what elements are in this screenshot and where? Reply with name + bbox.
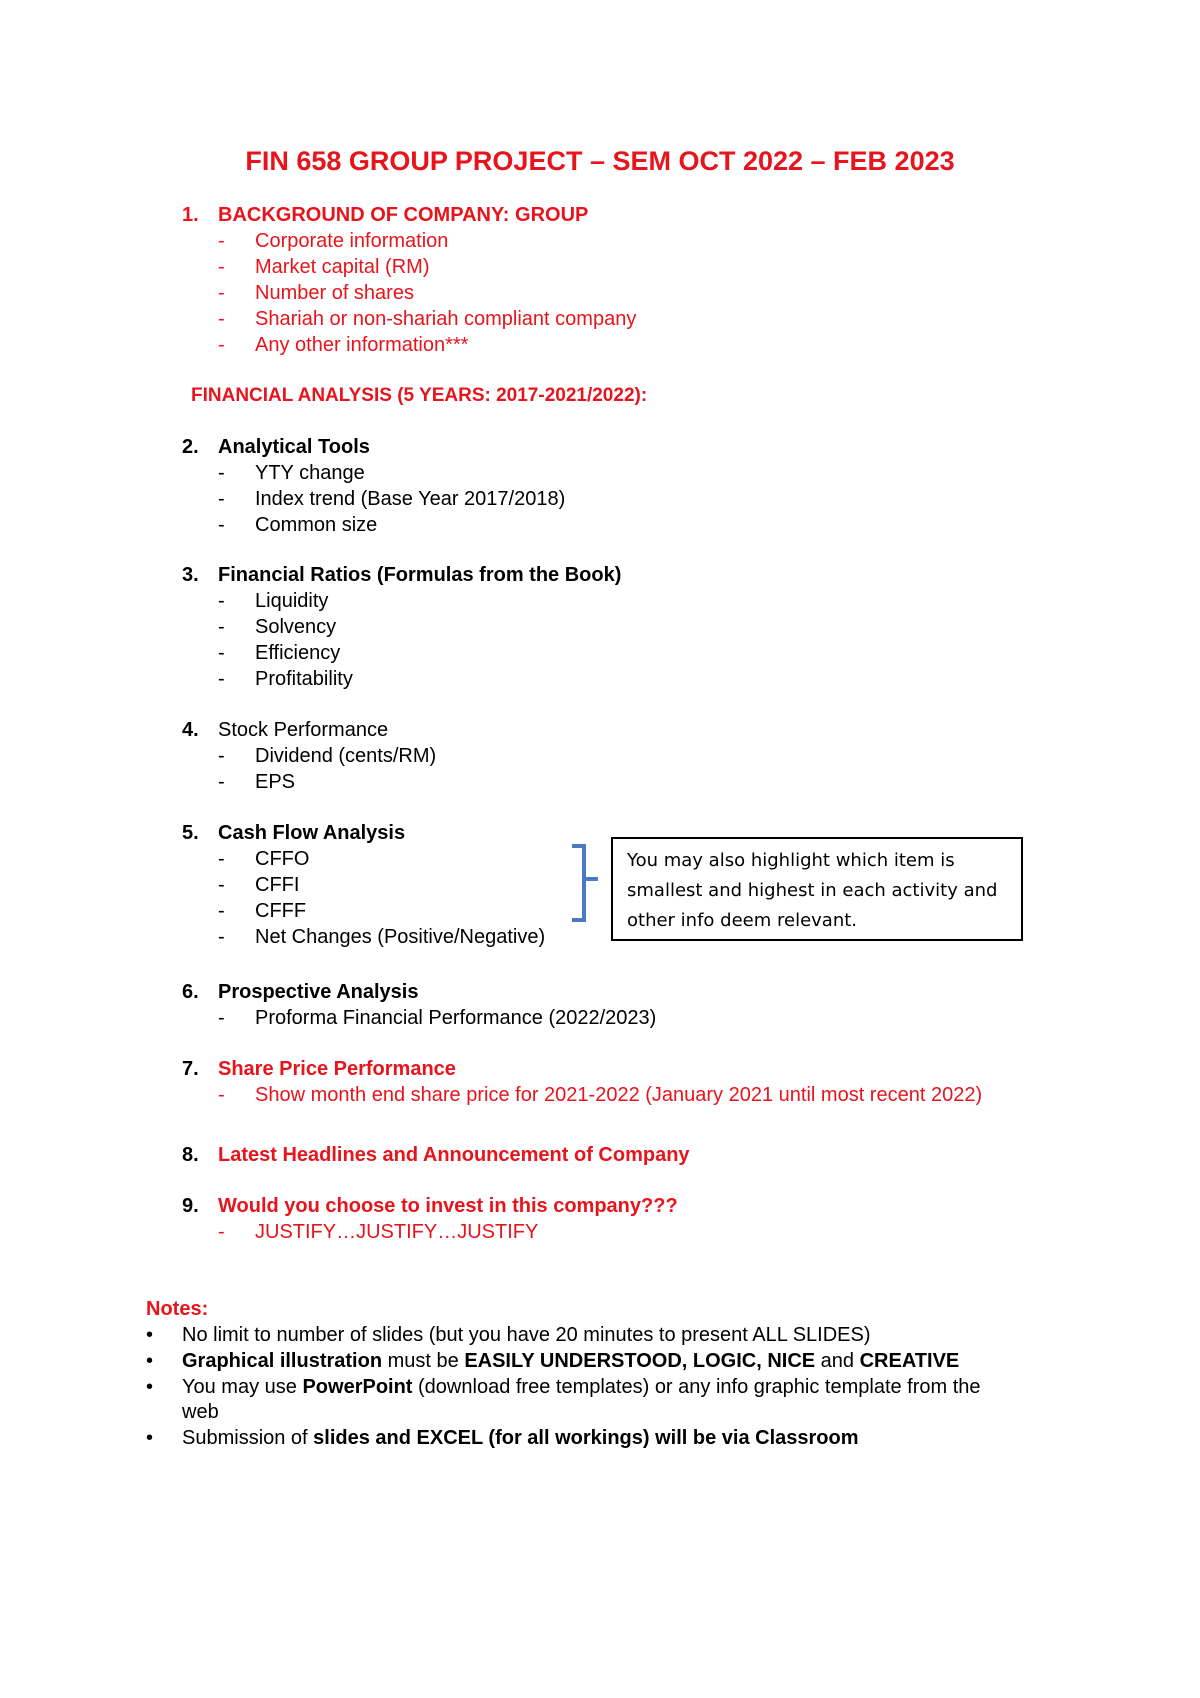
bullet: • — [146, 1324, 154, 1346]
section-number: 6. — [182, 981, 199, 1003]
list-item: Net Changes (Positive/Negative) — [255, 926, 546, 948]
list-dash: - — [218, 848, 225, 870]
section-heading: Stock Performance — [218, 719, 389, 741]
note-item: You may use PowerPoint (download free templates) or any info graphic template from the — [182, 1376, 981, 1398]
section-heading: BACKGROUND OF COMPANY: GROUP — [218, 204, 589, 226]
list-dash: - — [218, 771, 225, 793]
list-dash: - — [218, 616, 225, 638]
list-item: Liquidity — [255, 590, 329, 612]
bullet: • — [146, 1376, 154, 1398]
list-item: Any other information*** — [255, 334, 469, 356]
list-dash: - — [218, 334, 225, 356]
section-heading: Cash Flow Analysis — [218, 822, 406, 844]
list-dash: - — [218, 282, 225, 304]
list-dash: - — [218, 1007, 225, 1029]
bullet: • — [146, 1427, 154, 1449]
section-number: 5. — [182, 822, 199, 844]
list-item: Show month end share price for 2021-2022 (January 2021 until most recent 2022) — [255, 1084, 983, 1106]
financial-analysis-heading: FINANCIAL ANALYSIS (5 YEARS: 2017-2021/2022): — [191, 385, 648, 406]
list-item: Corporate information — [255, 230, 449, 252]
list-item: Efficiency — [255, 642, 341, 664]
list-dash: - — [218, 874, 225, 896]
list-dash: - — [218, 926, 225, 948]
callout-line: other info deem relevant. — [627, 910, 858, 931]
list-item: EPS — [255, 771, 296, 793]
section-number: 1. — [182, 204, 199, 226]
list-dash: - — [218, 308, 225, 330]
section-number: 3. — [182, 564, 199, 586]
section-heading: Analytical Tools — [218, 436, 370, 458]
list-dash: - — [218, 230, 225, 252]
section-heading: Financial Ratios (Formulas from the Book) — [218, 564, 622, 586]
section-number: 4. — [182, 719, 199, 741]
list-dash: - — [218, 1221, 225, 1243]
callout-line: smallest and highest in each activity and — [627, 880, 998, 901]
list-item: Number of shares — [255, 282, 414, 304]
note-item-continuation: web — [182, 1401, 219, 1423]
callout-line: You may also highlight which item is — [627, 850, 955, 871]
list-dash: - — [218, 256, 225, 278]
list-dash: - — [218, 1084, 225, 1106]
section-heading: Share Price Performance — [218, 1058, 456, 1080]
notes-heading: Notes: — [146, 1298, 209, 1320]
list-item: CFFF — [255, 900, 307, 922]
section-heading: Prospective Analysis — [218, 981, 419, 1003]
list-item: Market capital (RM) — [255, 256, 430, 278]
list-item: CFFI — [255, 874, 300, 896]
list-dash: - — [218, 514, 225, 536]
note-item: Graphical illustration must be EASILY UNDERSTOOD, LOGIC, NICE and CREATIVE — [182, 1350, 960, 1372]
list-item: CFFO — [255, 848, 310, 870]
section-number: 2. — [182, 436, 199, 458]
list-item: Shariah or non-shariah compliant company — [255, 308, 637, 330]
right-brace-icon — [568, 843, 608, 923]
list-item: Solvency — [255, 616, 337, 638]
list-dash: - — [218, 900, 225, 922]
section-heading: Latest Headlines and Announcement of Company — [218, 1144, 690, 1166]
list-item: Index trend (Base Year 2017/2018) — [255, 488, 566, 510]
note-item: Submission of slides and EXCEL (for all workings) will be via Classroom — [182, 1427, 859, 1449]
list-item: JUSTIFY…JUSTIFY…JUSTIFY — [255, 1221, 539, 1243]
list-dash: - — [218, 668, 225, 690]
list-dash: - — [218, 488, 225, 510]
list-dash: - — [218, 745, 225, 767]
page-title: FIN 658 GROUP PROJECT – SEM OCT 2022 – FEB 2023 — [245, 146, 955, 176]
list-dash: - — [218, 642, 225, 664]
list-item: Profitability — [255, 668, 353, 690]
list-item: YTY change — [255, 462, 365, 484]
bullet: • — [146, 1350, 154, 1372]
list-dash: - — [218, 462, 225, 484]
section-heading: Would you choose to invest in this company??? — [218, 1195, 678, 1217]
note-item: No limit to number of slides (but you have 20 minutes to present ALL SLIDES) — [182, 1324, 871, 1346]
list-item: Proforma Financial Performance (2022/2023) — [255, 1007, 657, 1029]
list-dash: - — [218, 590, 225, 612]
section-number: 8. — [182, 1144, 199, 1166]
section-number: 7. — [182, 1058, 199, 1080]
list-item: Dividend (cents/RM) — [255, 745, 437, 767]
callout-box — [611, 837, 1023, 941]
section-number: 9. — [182, 1195, 199, 1217]
list-item: Common size — [255, 514, 378, 536]
